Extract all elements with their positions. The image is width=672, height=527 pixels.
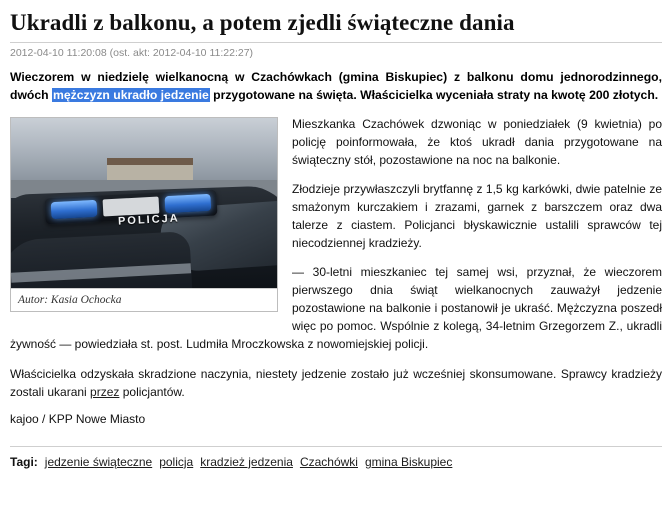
article-lead	[10, 69, 662, 104]
tags-row	[10, 455, 662, 469]
tag-link[interactable]: gmina Biskupiec	[364, 454, 453, 469]
article-timestamp: 2012-04-10 11:20:08 (ost. akt: 2012-04-10 11:22:27)	[10, 47, 254, 60]
lead-text-after: przygotowane na święta. Właścicielka wyceniała straty na kwotę 200 złotych.	[209, 88, 659, 103]
tags-label: Tagi:	[10, 454, 38, 469]
police-car-photo	[11, 118, 277, 288]
lead-text-before: Wieczorem w niedzielę wielkanocną w Czachówkach (gmina Biskupiec) z balkonu domu jednorodzinnego, dwóch	[10, 70, 662, 103]
tags-divider	[10, 446, 662, 447]
lightbar-blue-left	[51, 200, 98, 219]
title-divider	[10, 42, 662, 43]
photo-caption: Autor: Kasia Ochocka	[11, 288, 277, 311]
article-body	[10, 115, 662, 440]
lightbar-label: POLICJA	[117, 212, 180, 228]
article-paragraph-final	[10, 365, 662, 401]
tag-link[interactable]: policja	[159, 454, 194, 469]
tag-link[interactable]: Czachówki	[299, 454, 358, 469]
final-text-after: policjantów.	[119, 384, 185, 399]
tag-link[interactable]: kradzież jedzenia	[200, 454, 293, 469]
article-byline: kajoo / KPP Nowe Miasto	[10, 411, 146, 426]
article-figure	[10, 117, 278, 312]
lightbar-blue-right	[164, 194, 211, 213]
article-paragraph: Mieszkanka Czachówek dzwoniąc w poniedziałek (9 kwietnia) po policję poinformowała, że ktoś ukradł dania przygotowane na świąteczny stół, pozostawione na noc na balkonie.	[292, 116, 662, 167]
inline-link-przez[interactable]: przez	[90, 384, 120, 399]
tag-link[interactable]: jedzenie świąteczne	[44, 454, 153, 469]
final-text-before: Właścicielka odzyskała skradzione naczynia, niestety jedzenie zostało już wcześniej skonsumowane. Sprawcy kradzieży zostali ukarani	[10, 366, 662, 399]
article-paragraph: — 30-letni mieszkaniec tej samej wsi, przyznał, że wieczorem pierwszego dnia świąt wielkanocnych zauważył jedzenie pozostawione na balkonie i postanowił je ukraść. Mężczyzna poszedł więc po pomoc. Wspólnie z kolegą, 34-letnim Grzegorzem Z., ukradli żywność — powiedziała st. post. Ludmiła Mroczkowska z nowomiejskiej policji.	[10, 264, 662, 351]
page-title: Ukradli z balkonu, a potem zjedli świąteczne dania	[10, 10, 515, 35]
article-paragraph: Złodzieje przywłaszczyli brytfannę z 1,5 kg karkówki, dwie patelnie ze smażonym kurczakiem i zrazami, garnek z barszczem oraz dwa talerze z ciastem. Policjanci błyskawicznie ustalili sprawców tej niecodziennej kradzieży.	[292, 181, 662, 250]
lead-selected-text[interactable]: mężczyzn ukradło jedzenie	[52, 88, 209, 103]
